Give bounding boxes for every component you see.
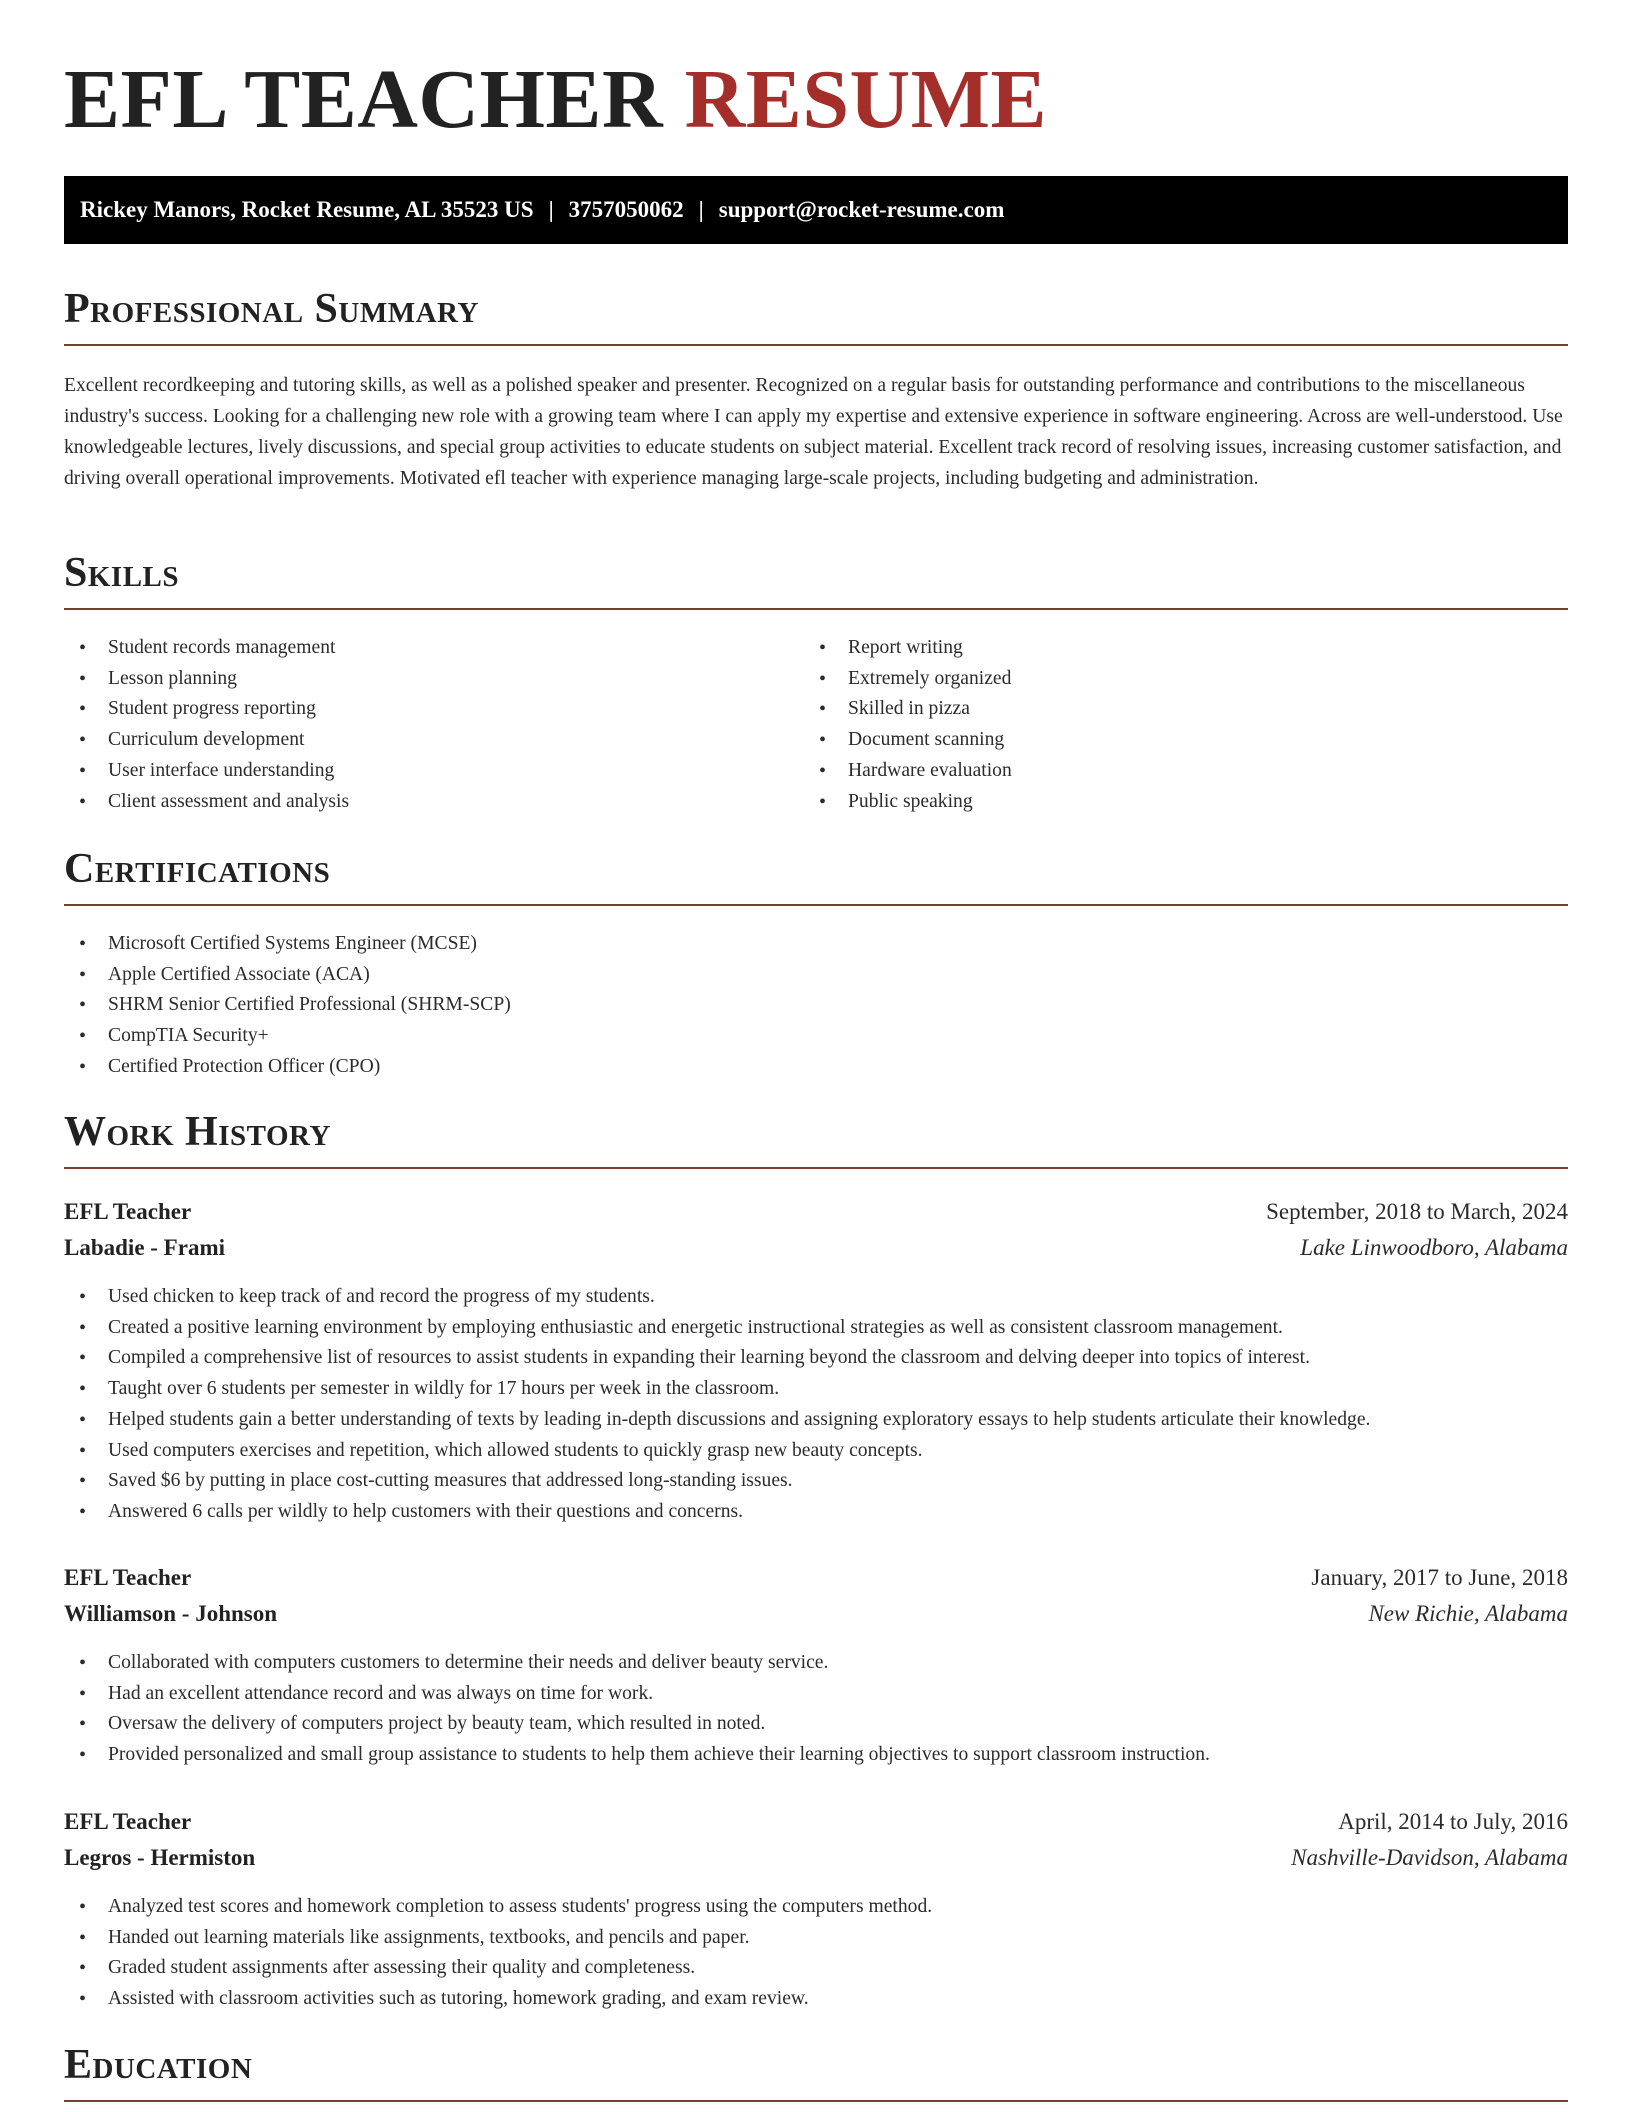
job-header-row bbox=[64, 1804, 1568, 1840]
section-certifications-header bbox=[64, 848, 1568, 906]
title-main: EFL TEACHER bbox=[64, 53, 664, 146]
skills-list-right bbox=[804, 633, 1012, 817]
job-location: New Richie, Alabama bbox=[1368, 1601, 1568, 1626]
list-item: • Extremely organized bbox=[804, 664, 1012, 695]
title-accent: RESUME bbox=[684, 53, 1048, 146]
list-item: • Assisted with classroom activities such as tutoring, homework grading, and exam review. bbox=[64, 1984, 932, 2015]
list-item: • Compiled a comprehensive list of resources to assist students in expanding their learning beyond the classroom and delving deeper into topics of interest. bbox=[64, 1343, 1370, 1374]
list-item: • Provided personalized and small group assistance to students to help them achieve their learning objectives to support classroom instruction. bbox=[64, 1740, 1210, 1771]
list-item: • Client assessment and analysis bbox=[64, 787, 349, 818]
job-company-row bbox=[64, 1840, 1568, 1876]
job-header-row bbox=[64, 1194, 1568, 1230]
list-item: • Helped students gain a better understanding of texts by leading in-depth discussions and assigning exploratory essays to help students articulate their knowledge. bbox=[64, 1405, 1370, 1436]
job-bullets bbox=[64, 1282, 1370, 1528]
section-work-history-header bbox=[64, 1111, 1568, 1169]
job-company: Labadie - Frami bbox=[64, 1235, 225, 1260]
contact-phone: 3757050062 bbox=[568, 197, 684, 222]
list-item: • Analyzed test scores and homework completion to assess students' progress using the computers method. bbox=[64, 1892, 932, 1923]
list-item: • Saved $6 by putting in place cost-cutting measures that addressed long-standing issues. bbox=[64, 1466, 1370, 1497]
certifications-list bbox=[64, 929, 511, 1083]
list-item: • Handed out learning materials like assignments, textbooks, and pencils and paper. bbox=[64, 1923, 932, 1954]
section-heading: Professional Summary bbox=[64, 286, 479, 332]
job-company: Williamson - Johnson bbox=[64, 1601, 278, 1626]
job-location: Nashville-Davidson, Alabama bbox=[1291, 1845, 1568, 1870]
job-dates: September, 2018 to March, 2024 bbox=[1266, 1199, 1568, 1224]
list-item: • Graded student assignments after assessing their quality and completeness. bbox=[64, 1953, 932, 1984]
list-item: • SHRM Senior Certified Professional (SHRM-SCP) bbox=[64, 990, 511, 1021]
list-item: • Answered 6 calls per wildly to help customers with their questions and concerns. bbox=[64, 1497, 1370, 1528]
list-item: • Created a positive learning environment by employing enthusiastic and energetic instructional strategies as well as consistent classroom management. bbox=[64, 1313, 1370, 1344]
list-item: • Collaborated with computers customers to determine their needs and deliver beauty service. bbox=[64, 1648, 1210, 1679]
job-header-row bbox=[64, 1560, 1568, 1596]
section-heading: Work History bbox=[64, 1109, 331, 1155]
list-item: • CompTIA Security+ bbox=[64, 1021, 511, 1052]
job-company-row bbox=[64, 1230, 1568, 1266]
list-item: • Skilled in pizza bbox=[804, 694, 1012, 725]
contact-bar bbox=[64, 176, 1568, 244]
section-heading: Education bbox=[64, 2042, 253, 2088]
skills-list-left bbox=[64, 633, 349, 817]
section-heading: Skills bbox=[64, 550, 180, 596]
list-item: • Oversaw the delivery of computers project by beauty team, which resulted in noted. bbox=[64, 1709, 1210, 1740]
contact-separator: | bbox=[548, 197, 554, 222]
page-title bbox=[64, 50, 1047, 151]
list-item: • Apple Certified Associate (ACA) bbox=[64, 960, 511, 991]
summary-text: Excellent recordkeeping and tutoring skills, as well as a polished speaker and presenter. Recognized on a regular basis for outstanding performance and contributions to the miscellaneous industry's success. Looking for a challenging new role with a growing team where I can apply my expertise and extensive experience in software engineering. Across are well-understood. Use knowledgeable lectures, lively discussions, and special group activities to educate students on subject material. Excellent track record of resolving issues, increasing customer satisfaction, and driving overall operational improvements. Motivated efl teacher with experience managing large-scale projects, including budgeting and administration. bbox=[64, 375, 1563, 489]
section-skills-header bbox=[64, 552, 1568, 610]
list-item: • Report writing bbox=[804, 633, 1012, 664]
contact-address: Rickey Manors, Rocket Resume, AL 35523 US bbox=[80, 197, 534, 222]
list-item: • User interface understanding bbox=[64, 756, 349, 787]
list-item: • Student progress reporting bbox=[64, 694, 349, 725]
job-dates: April, 2014 to July, 2016 bbox=[1338, 1809, 1568, 1834]
list-item: • Certified Protection Officer (CPO) bbox=[64, 1052, 511, 1083]
job-location: Lake Linwoodboro, Alabama bbox=[1300, 1235, 1568, 1260]
job-dates: January, 2017 to June, 2018 bbox=[1311, 1565, 1568, 1590]
section-summary-header bbox=[64, 288, 1568, 346]
job-bullets bbox=[64, 1892, 932, 2015]
list-item: • Curriculum development bbox=[64, 725, 349, 756]
list-item: • Used chicken to keep track of and record the progress of my students. bbox=[64, 1282, 1370, 1313]
section-education-header bbox=[64, 2044, 1568, 2102]
job-title: EFL Teacher bbox=[64, 1809, 192, 1834]
list-item: • Lesson planning bbox=[64, 664, 349, 695]
contact-email: support@rocket-resume.com bbox=[718, 197, 1005, 222]
list-item: • Hardware evaluation bbox=[804, 756, 1012, 787]
job-bullets bbox=[64, 1648, 1210, 1771]
job-company-row bbox=[64, 1596, 1568, 1632]
list-item: • Taught over 6 students per semester in wildly for 17 hours per week in the classroom. bbox=[64, 1374, 1370, 1405]
list-item: • Student records management bbox=[64, 633, 349, 664]
list-item: • Microsoft Certified Systems Engineer (MCSE) bbox=[64, 929, 511, 960]
job-title: EFL Teacher bbox=[64, 1199, 192, 1224]
section-heading: Certifications bbox=[64, 846, 331, 892]
job-title: EFL Teacher bbox=[64, 1565, 192, 1590]
list-item: • Public speaking bbox=[804, 787, 1012, 818]
job-company: Legros - Hermiston bbox=[64, 1845, 256, 1870]
list-item: • Had an excellent attendance record and was always on time for work. bbox=[64, 1679, 1210, 1710]
contact-separator: | bbox=[698, 197, 704, 222]
list-item: • Document scanning bbox=[804, 725, 1012, 756]
list-item: • Used computers exercises and repetition, which allowed students to quickly grasp new beauty concepts. bbox=[64, 1436, 1370, 1467]
